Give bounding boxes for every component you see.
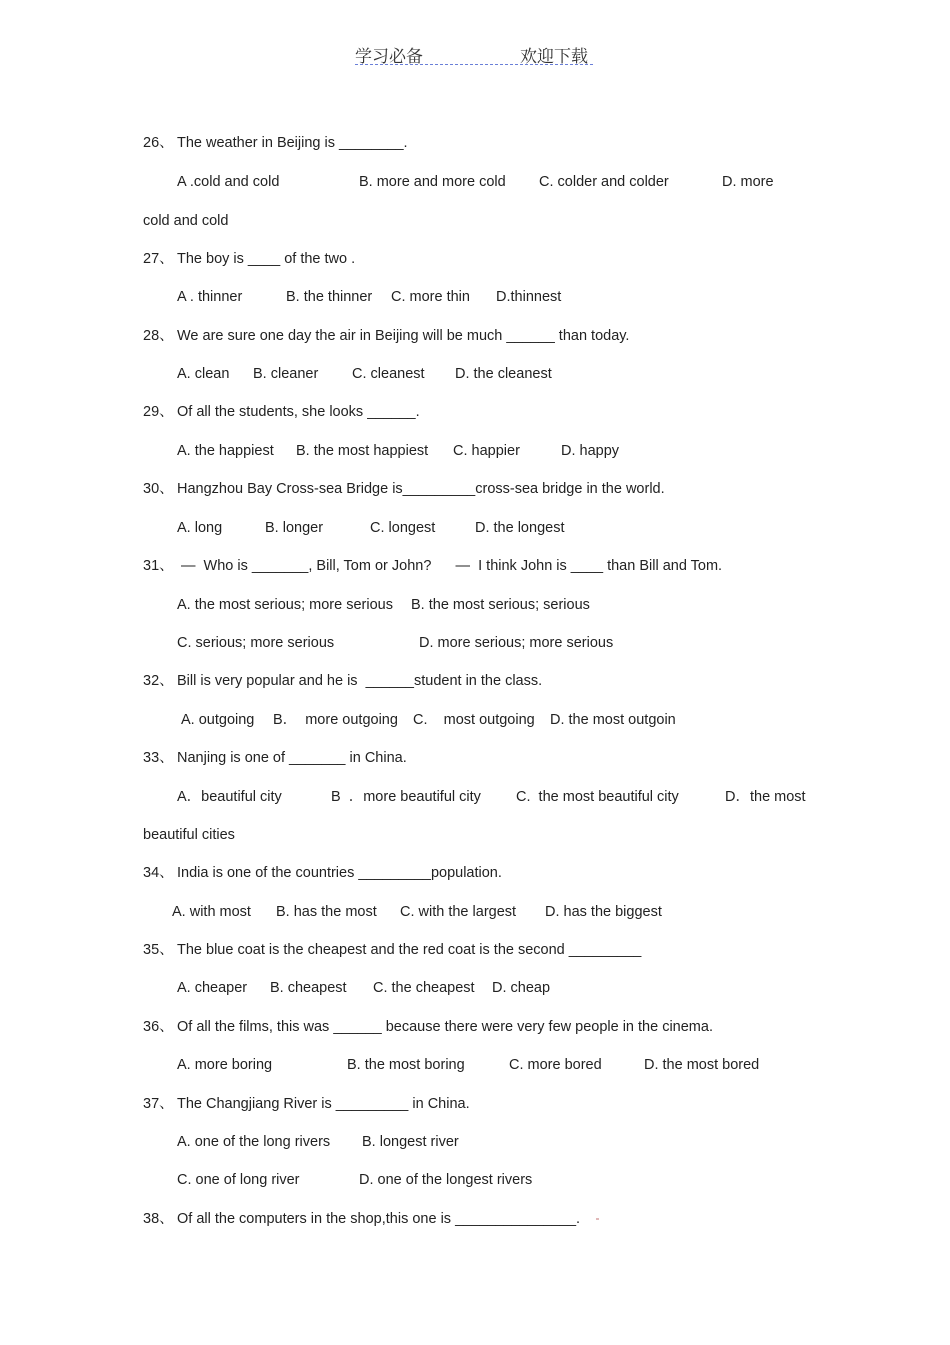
question-number: 35、 [143,942,174,958]
question-number: 38、 [143,1211,174,1227]
question-number: 28、 [143,328,174,344]
question-stem: — Who is _______, Bill, Tom or John? — I think John is ____ than Bill and Tom. [181,558,723,574]
header-dashed-rule [355,64,593,65]
option-d: D.thinnest [496,289,562,305]
option-a: A．beautiful city [177,789,282,805]
option-d: D. the longest [475,520,565,536]
option-d: D. the most outgoin [550,712,676,728]
question-number: 37、 [143,1096,174,1112]
option-c: C. happier [453,443,520,459]
option-d: D. cheap [492,980,551,996]
option-d: D. one of the longest rivers [359,1172,533,1188]
option-c: C. colder and colder [539,174,669,190]
question-number: 26、 [143,135,174,151]
option-a: A. more boring [177,1057,273,1073]
option-d: D. more [722,174,774,190]
option-c: C. most outgoing [413,712,535,728]
option-b: B. the thinner [286,289,373,305]
question-number: 27、 [143,251,174,267]
question-stem: India is one of the countries _________population. [177,865,502,881]
option-d-wrap: cold and cold [143,213,229,229]
page-header [355,42,595,68]
option-b: B ．more beautiful city [331,789,481,805]
option-d: D. happy [561,443,620,459]
option-a: A. the happiest [177,443,274,459]
header-left-text: 学习必备 [355,47,423,67]
option-b: B. more and more cold [359,174,506,190]
option-c: C. the most beautiful city [516,789,679,805]
question-number: 36、 [143,1019,174,1035]
question-number: 33、 [143,750,174,766]
option-a: A. the most serious; more serious [177,597,393,613]
option-a: A . thinner [177,289,243,305]
option-d: D．the most [725,789,806,805]
option-b: B. the most happiest [296,443,429,459]
option-b: B. the most boring [347,1057,465,1073]
option-d: D. the cleanest [455,366,552,382]
option-a: A. outgoing [181,712,255,728]
question-stem: The blue coat is the cheapest and the red coat is the second _________ [177,942,642,958]
option-a: A. with most [172,904,251,920]
question-number: 31、 [143,558,174,574]
option-c: C. the cheapest [373,980,475,996]
question-stem: Hangzhou Bay Cross-sea Bridge is_________cross-sea bridge in the world. [177,481,665,497]
option-c: C. serious; more serious [177,635,335,651]
option-c: C. cleanest [352,366,425,382]
option-b: B. longer [265,520,324,536]
option-d: D. the most bored [644,1057,760,1073]
option-b: B. cleaner [253,366,319,382]
question-number: 29、 [143,404,174,420]
option-d-wrap: beautiful cities [143,827,235,843]
option-c: C. with the largest [400,904,517,920]
option-c: C. longest [370,520,436,536]
question-number: 30、 [143,481,174,497]
option-c: C. one of long river [177,1172,300,1188]
option-c: C. more thin [391,289,470,305]
option-d: D. more serious; more serious [419,635,614,651]
question-stem: Of all the students, she looks ______. [177,404,420,420]
option-a: A. long [177,520,223,536]
option-b: B. has the most [276,904,377,920]
small-mark [596,1218,599,1220]
question-stem: Bill is very popular and he is ______student in the class. [177,673,543,689]
question-stem: We are sure one day the air in Beijing will be much ______ than today. [177,328,630,344]
option-a: A. clean [177,366,230,382]
header-right-text: 欢迎下载 [520,47,588,67]
option-b: B． more outgoing [273,712,398,728]
question-stem: Of all the films, this was ______ because there were very few people in the cinema. [177,1019,713,1035]
question-stem: Nanjing is one of _______ in China. [177,750,407,766]
option-a: A. cheaper [177,980,248,996]
option-a: A .cold and cold [177,174,280,190]
question-stem: The weather in Beijing is ________. [177,135,408,151]
question-stem: The Changjiang River is _________ in China. [177,1096,470,1112]
option-b: B. cheapest [270,980,347,996]
option-b: B. the most serious; serious [411,597,590,613]
option-c: C. more bored [509,1057,602,1073]
question-number: 34、 [143,865,174,881]
option-d: D. has the biggest [545,904,662,920]
question-stem: The boy is ____ of the two . [177,251,356,267]
question-stem: Of all the computers in the shop,this one is _______________. [177,1211,581,1227]
option-b: B. longest river [362,1134,459,1150]
option-a: A. one of the long rivers [177,1134,331,1150]
question-number: 32、 [143,673,174,689]
